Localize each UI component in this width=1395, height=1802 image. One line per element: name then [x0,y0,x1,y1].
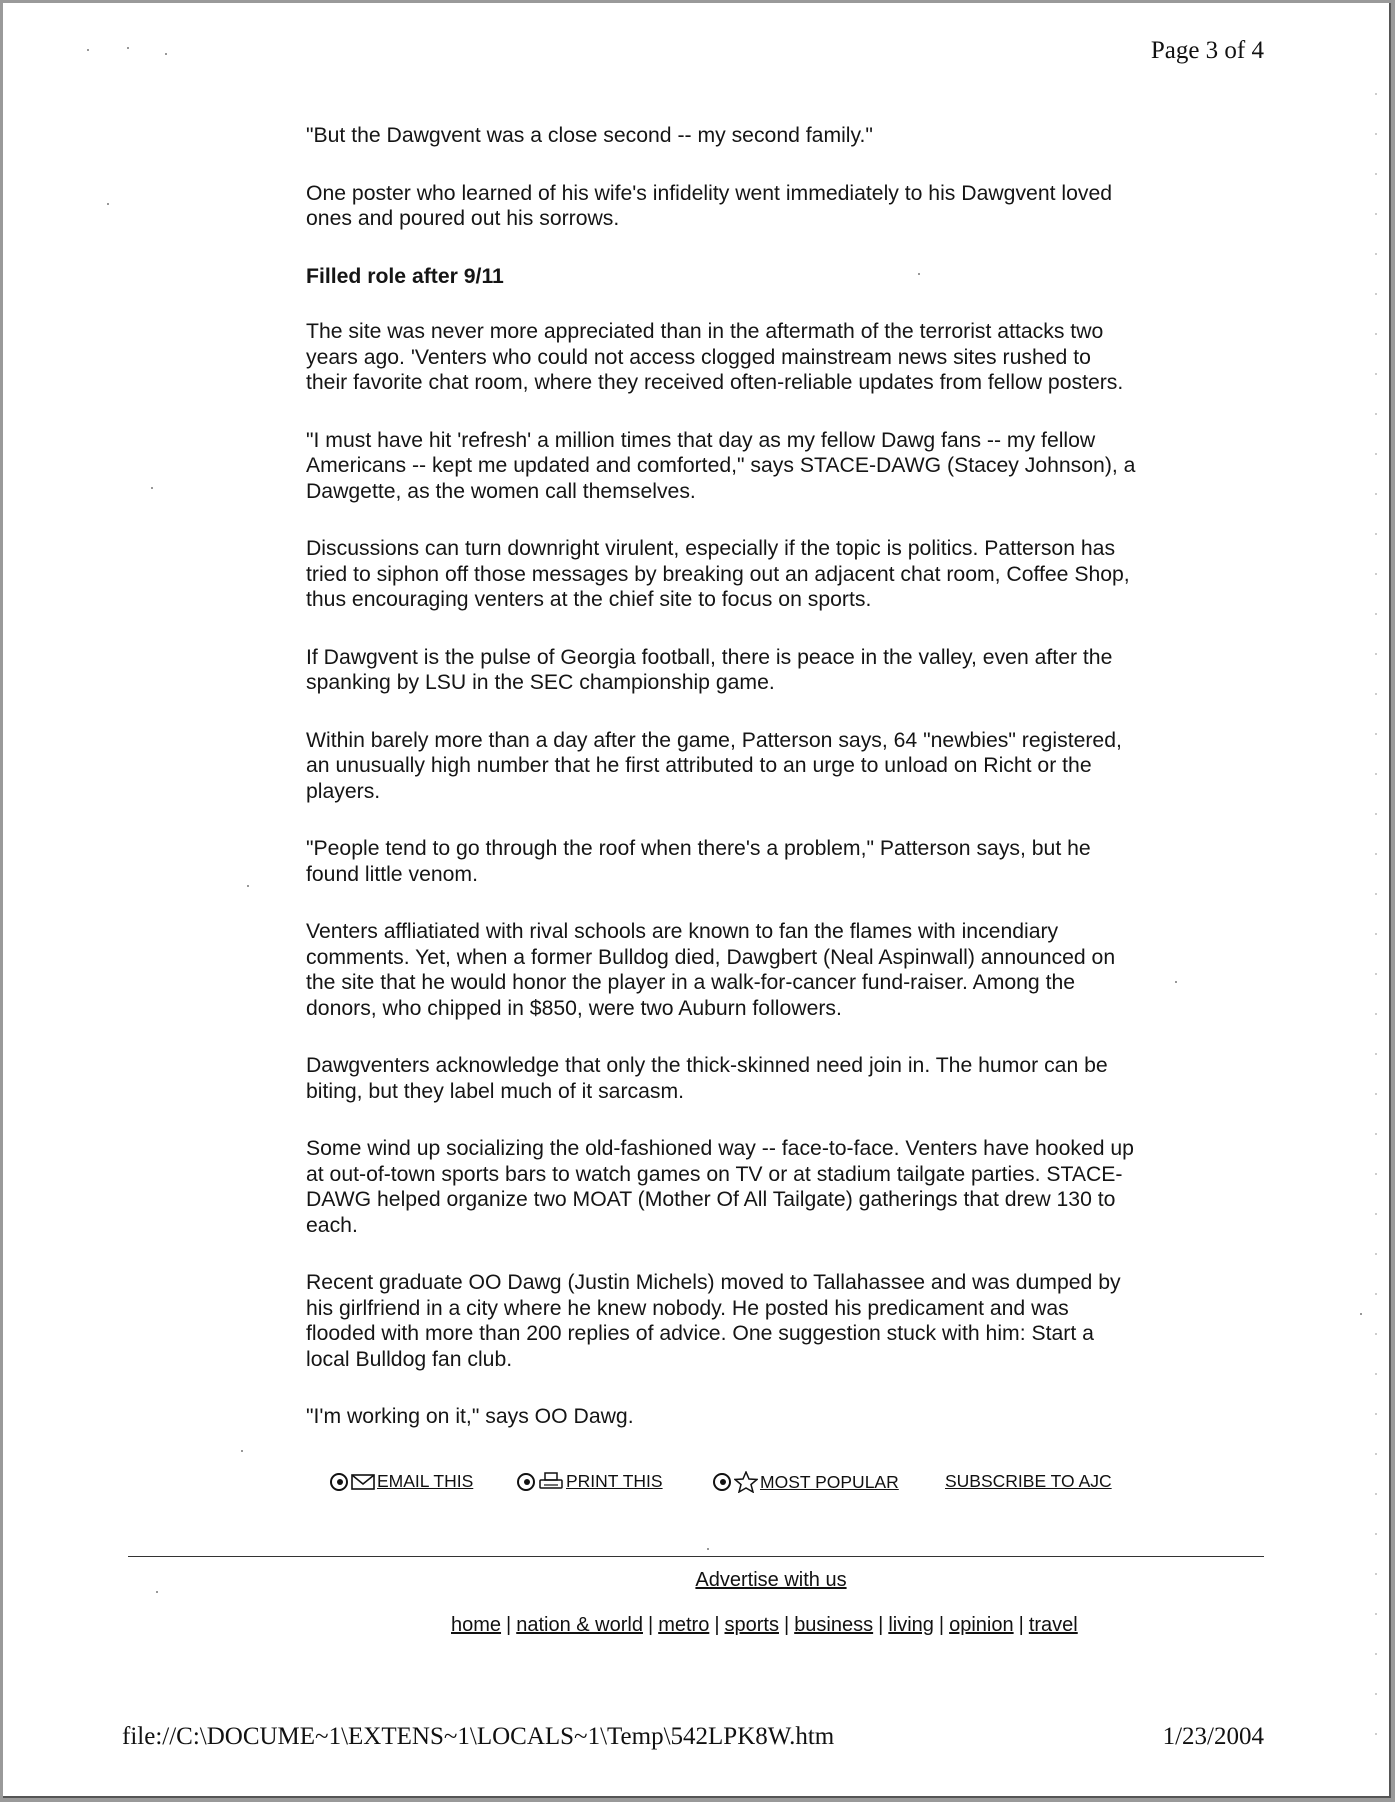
site-nav [451,1614,1078,1637]
print-this-link[interactable] [516,1471,663,1492]
envelope-icon [351,1473,375,1491]
email-this-label: EMAIL THIS [377,1471,474,1491]
advertise-link[interactable]: Advertise with us [695,1569,847,1591]
nav-sports[interactable]: sports [724,1614,779,1636]
scan-speck [87,49,89,51]
subscribe-label: SUBSCRIBE TO AJC [945,1471,1112,1491]
article-paragraph: "But the Dawgvent was a close second -- my second family." [306,124,873,147]
scan-speck [165,53,167,55]
article-paragraph: "People tend to go through the roof when there's a problem," Patterson says, but he found little venom. [306,837,1091,886]
article-paragraph: Some wind up socializing the old-fashioned way -- face-to-face. Venters have hooked up at out-of-town sports bars to watch games on TV or at stadium tailgate parties. STACE-DAWG helped organize two MOAT (Mother Of All Tailgate) gatherings that drew 130 to each. [306,1137,1134,1237]
nav-travel[interactable]: travel [1028,1614,1078,1636]
subscribe-link[interactable] [945,1471,1112,1492]
scan-speck [151,487,153,489]
nav-business[interactable]: business [794,1614,874,1636]
article-paragraph: Within barely more than a day after the game, Patterson says, 64 "newbies" registered, an unusually high number that he first attributed to an urge to unload on Richt or the players. [306,728,1122,803]
scan-speck [247,885,249,887]
article-paragraph: "I must have hit 'refresh' a million times that day as my fellow Dawg fans -- my fellow Americans -- kept me updated and comforted," says STACE-DAWG (Stacey Johnson), a Dawgette, as the women call themselves. [306,428,1136,503]
nav-opinion[interactable]: opinion [949,1614,1014,1636]
print-this-label: PRINT THIS [566,1471,663,1491]
email-this-link[interactable] [329,1471,473,1492]
star-icon [734,1471,758,1493]
article-paragraph: Dawgventers acknowledge that only the thick-skinned need join in. The humor can be biting, but they label much of it sarcasm. [306,1054,1108,1103]
most-popular-link[interactable] [712,1471,899,1493]
article-tools [3,1471,1389,1501]
nav-separator: | [1018,1614,1024,1636]
nav-metro[interactable]: metro [658,1614,710,1636]
scan-speck [1175,981,1177,983]
article-paragraph: Venters affliatiated with rival schools are known to fan the flames with incendiary comments. Yet, when a former Bulldog died, Dawgbert (Neal Aspinwall) announced on the site that he would honor the player in a walk-for-cancer fund-raiser. Among the donors, who chipped in $850, were two Auburn followers. [306,920,1116,1020]
file-path: file://C:\DOCUME~1\EXTENS~1\LOCALS~1\Temp\542LPK8W.htm [122,1723,835,1750]
nav-separator: | [506,1614,512,1636]
scan-speck [707,1548,709,1550]
nav-separator: | [647,1614,654,1636]
scan-speck [107,203,109,205]
nav-separator: | [878,1614,884,1636]
scan-speck [127,47,129,49]
most-popular-label: MOST POPULAR [760,1471,899,1492]
nav-separator: | [714,1614,720,1636]
page-number: Page 3 of 4 [1150,37,1264,64]
nav-separator: | [938,1614,945,1636]
nav-home[interactable]: home [451,1614,502,1636]
print-date: 1/23/2004 [1162,1723,1264,1750]
nav-separator: | [783,1614,790,1636]
at-icon [516,1472,536,1492]
scan-speck [241,1450,243,1452]
article-paragraph: Recent graduate OO Dawg (Justin Michels) moved to Tallahassee and was dumped by his girlfriend in a city where he knew nobody. He posted his predicament and was flooded with more than 200 replies of advice. One suggestion stuck with him: Start a local Bulldog fan club. [306,1271,1121,1371]
article-body [306,123,1136,1462]
article-subhead: Filled role after 9/11 [306,264,504,288]
printed-page [3,3,1391,1798]
article-paragraph: Discussions can turn downright virulent, especially if the topic is politics. Patterson has tried to siphon off those messages by breaking out an adjacent chat room, Coffee Shop, thus encouraging venters at the chief site to focus on sports. [306,537,1130,611]
at-icon [712,1472,732,1492]
article-paragraph: One poster who learned of his wife's infidelity went immediately to his Dawgvent loved ones and poured out his sorrows. [306,181,1113,230]
article-paragraph: If Dawgvent is the pulse of Georgia football, there is peace in the valley, even after the spanking by LSU in the SEC championship game. [306,645,1113,694]
at-icon [329,1472,349,1492]
scan-speck [1360,1313,1362,1315]
nav-nation-world[interactable]: nation & world [516,1614,643,1636]
footer-divider [128,1556,1264,1557]
nav-living[interactable]: living [888,1614,934,1636]
article-paragraph: The site was never more appreciated than in the aftermath of the terrorist attacks two years ago. 'Venters who could not access clogged mainstream news sites rushed to their favorite chat room, where they received often-reliable updates from fellow posters. [306,320,1124,394]
printer-icon [538,1472,564,1492]
article-paragraph: "I'm working on it," says OO Dawg. [306,1405,634,1428]
